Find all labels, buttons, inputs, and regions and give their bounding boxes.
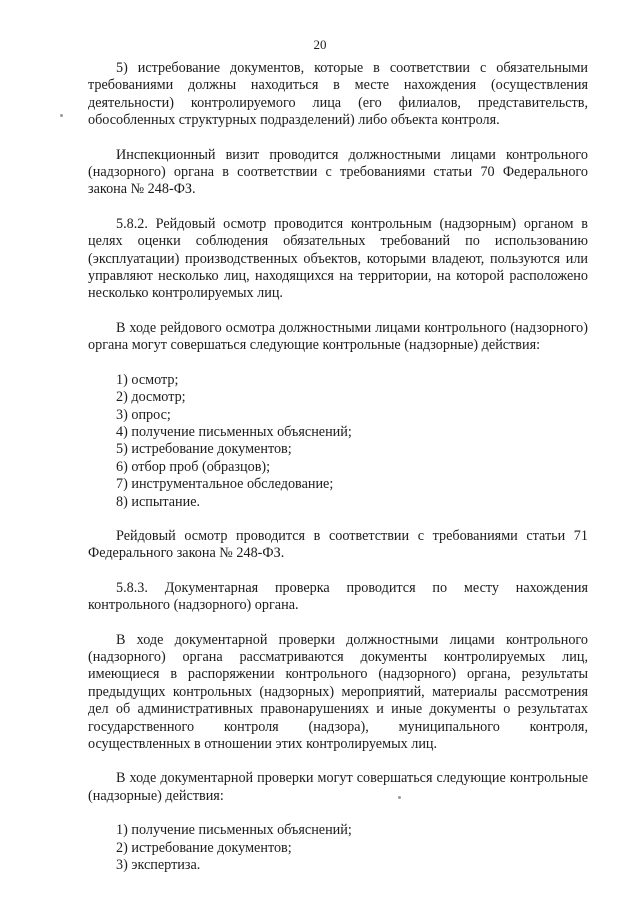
paragraph-raid-actions-intro: В ходе рейдового осмотра должностными лицами контрольного (надзорного) органа могут совершаться следующие контрольные (надзорные) действия: <box>88 319 588 354</box>
list-item: 5) истребование документов; <box>116 441 292 458</box>
list-item: 8) испытание. <box>116 493 201 510</box>
paragraph-documentary-actions-intro: В ходе документарной проверки могут совершаться следующие контрольные (надзорные) действия: <box>88 770 588 804</box>
paragraph-document-request: 5) истребование документов, которые в соответствии с обязательными требованиями должны находиться в месте нахождения (осуществления деятельности) контролируемого лица (его филиалов, представительств, обособленных структурных подразделений) либо объекта контроля. <box>88 60 588 129</box>
page-number: 20 <box>313 37 327 52</box>
list-item: 1) осмотр; <box>116 371 179 388</box>
list-item: 2) досмотр; <box>116 389 186 406</box>
scan-speck <box>398 796 401 799</box>
list-item: 6) отбор проб (образцов); <box>116 458 271 475</box>
paragraph-documentary-check: 5.8.3. Документарная проверка проводится по месту нахождения контрольного (надзорного) органа. <box>88 579 588 614</box>
list-item: 3) экспертиза. <box>116 857 201 874</box>
scan-speck <box>60 114 63 117</box>
paragraph-documentary-review: В ходе документарной проверки должностными лицами контрольного (надзорного) органа рассматриваются документы контролируемых лиц, имеющиеся в распоряжении контрольного (надзорного) органа, результаты предыдущих контрольных (надзорных) мероприятий, материалы рассмотрения дел об административных правонарушениях и иные документы о результатах государственного контроля (надзора), муниципального контроля, осуществленных в отношении этих контролируемых лиц. <box>88 631 588 752</box>
list-item: 2) истребование документов; <box>116 839 292 856</box>
list-item: 3) опрос; <box>116 406 171 423</box>
list-item: 4) получение письменных объяснений; <box>116 423 352 440</box>
documentary-actions-list <box>88 822 588 874</box>
document-body <box>88 60 588 874</box>
paragraph-raid-law-reference: Рейдовый осмотр проводится в соответствии с требованиями статьи 71 Федерального закона № 248-ФЗ. <box>88 527 588 562</box>
paragraph-inspection-visit: Инспекционный визит проводится должностными лицами контрольного (надзорного) органа в соответствии с требованиями статьи 70 Федерального закона № 248-ФЗ. <box>88 146 588 198</box>
list-item: 1) получение письменных объяснений; <box>116 822 352 839</box>
raid-actions-list <box>88 372 588 511</box>
list-item: 7) инструментальное обследование; <box>116 476 334 493</box>
paragraph-raid-inspection: 5.8.2. Рейдовый осмотр проводится контрольным (надзорным) органом в целях оценки соблюдения обязательных требований по использованию (эксплуатации) производственных объектов, которыми владеют, пользуются или управляют несколько лиц, находящихся на территории, на которой расположено несколько контролируемых лиц. <box>88 215 588 302</box>
